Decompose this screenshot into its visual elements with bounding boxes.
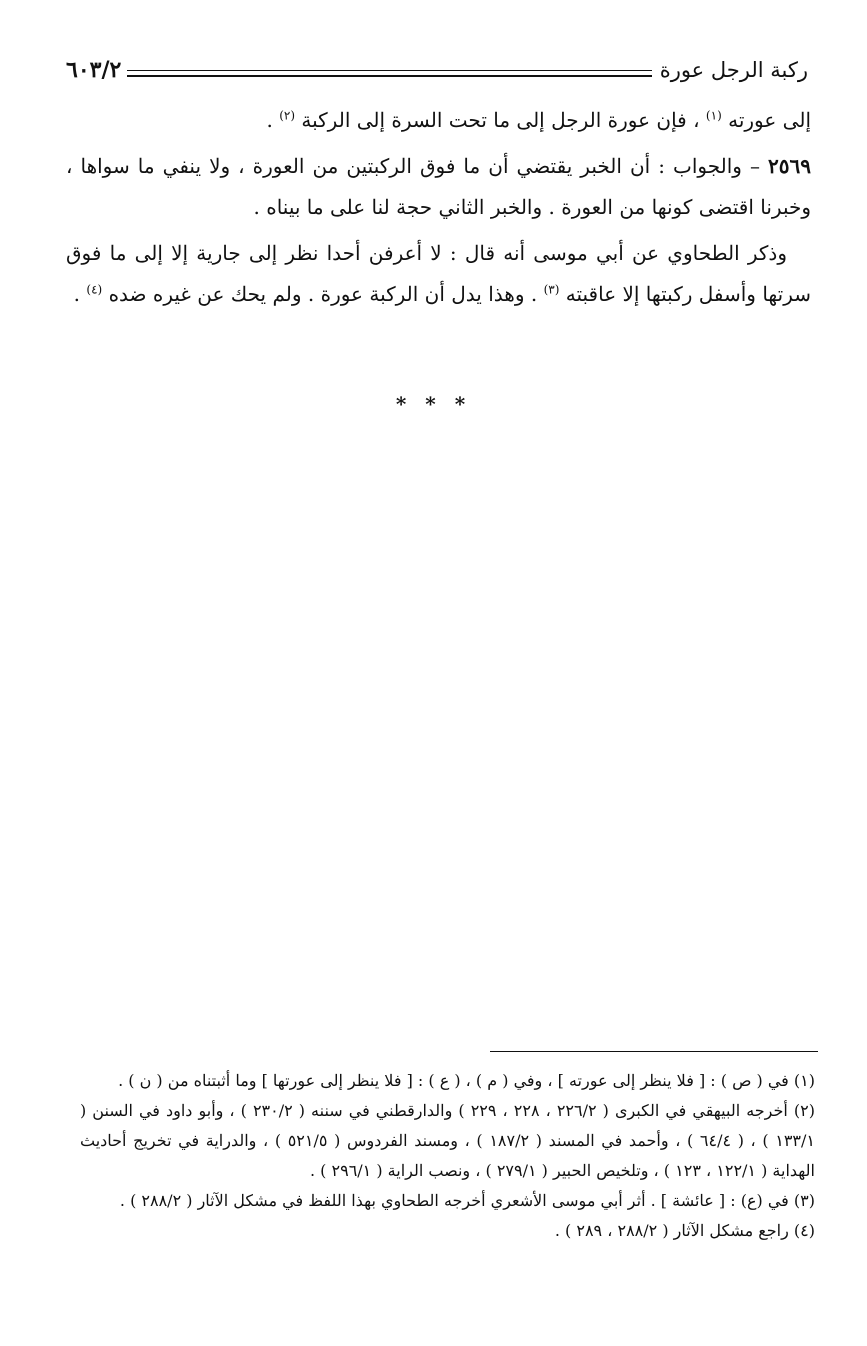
paragraph-3	[66, 233, 811, 315]
paragraph-number: ٢٥٦٩	[768, 154, 811, 178]
text-span: وذكر الطحاوي عن أبي موسى أنه قال : لا أعرفن أحدا نظر إلى جارية إلا إلى ما فوق سرتها وأسفل ركبتها إلا عاقبته	[66, 241, 811, 306]
header-title: ركبة الرجل عورة	[659, 58, 808, 82]
header-rule	[127, 70, 651, 77]
footnote-ref[interactable]: (٤)	[86, 282, 103, 297]
main-text	[66, 100, 811, 320]
page-number: ٦٠٣/٢	[66, 57, 122, 83]
footnote-ref[interactable]: (٢)	[279, 108, 296, 123]
text-span: .	[266, 108, 273, 132]
footnote-ref[interactable]: (٣)	[543, 282, 560, 297]
footnote-4: (٤) راجع مشكل الآثار ( ٢٨٨/٢ ، ٢٨٩ ) .	[554, 1221, 815, 1240]
section-separator: * * *	[395, 392, 472, 416]
footnote-3: (٣) في (ع) : [ عائشة ] . أثر أبي موسى الأشعري أخرجه الطحاوي بهذا اللفظ في مشكل الآثار ( ٢٨٨/٢ ) .	[119, 1191, 815, 1210]
footnote-ref[interactable]: (١)	[705, 108, 722, 123]
footnote-1: (١) في ( ص ) : [ فلا ينظر إلى عورته ] ، وفي ( م ) ، ( ع ) : [ فلا ينظر إلى عورتها ] وما أثبتناه من ( ن ) .	[118, 1071, 815, 1090]
text-span: ، فإن عورة الرجل إلى ما تحت السرة إلى الركبة	[301, 108, 700, 132]
footnotes	[80, 1066, 815, 1246]
paragraph-1	[66, 100, 811, 141]
footnote-rule	[490, 1051, 818, 1052]
text-span: – والجواب : أن الخبر يقتضي أن ما فوق الركبتين من العورة ، ولا ينفي ما سواها ، وخبرنا اقتضى كونها من العورة . والخبر الثاني حجة لنا على ما بيناه .	[66, 154, 811, 219]
footnote-2: (٢) أخرجه البيهقي في الكبرى ( ٢٢٦/٢ ، ٢٢٨ ، ٢٢٩ ) والدارقطني في سننه ( ٢٣٠/٢ ) ، وأبو داود في السنن ( ١٣٣/١ ) ، ( ٦٤/٤ ) ، وأحمد في المسند ( ١٨٧/٢ ) ، ومسند الفردوس ( ٥٢١/٥ ) ، والدراية في تخريج أحاديث الهداية ( ١٢٢/١ ، ١٢٣ ) ، وتلخيص الحبير ( ٢٧٩/١ ) ، ونصب الراية ( ٢٩٦/١ ) .	[80, 1101, 815, 1180]
running-header	[66, 52, 808, 88]
text-span: .	[73, 282, 81, 306]
paragraph-2	[66, 146, 811, 228]
text-span: إلى عورته	[728, 108, 811, 132]
text-span: . وهذا يدل أن الركبة عورة . ولم يحك عن غيره ضده	[108, 282, 538, 306]
